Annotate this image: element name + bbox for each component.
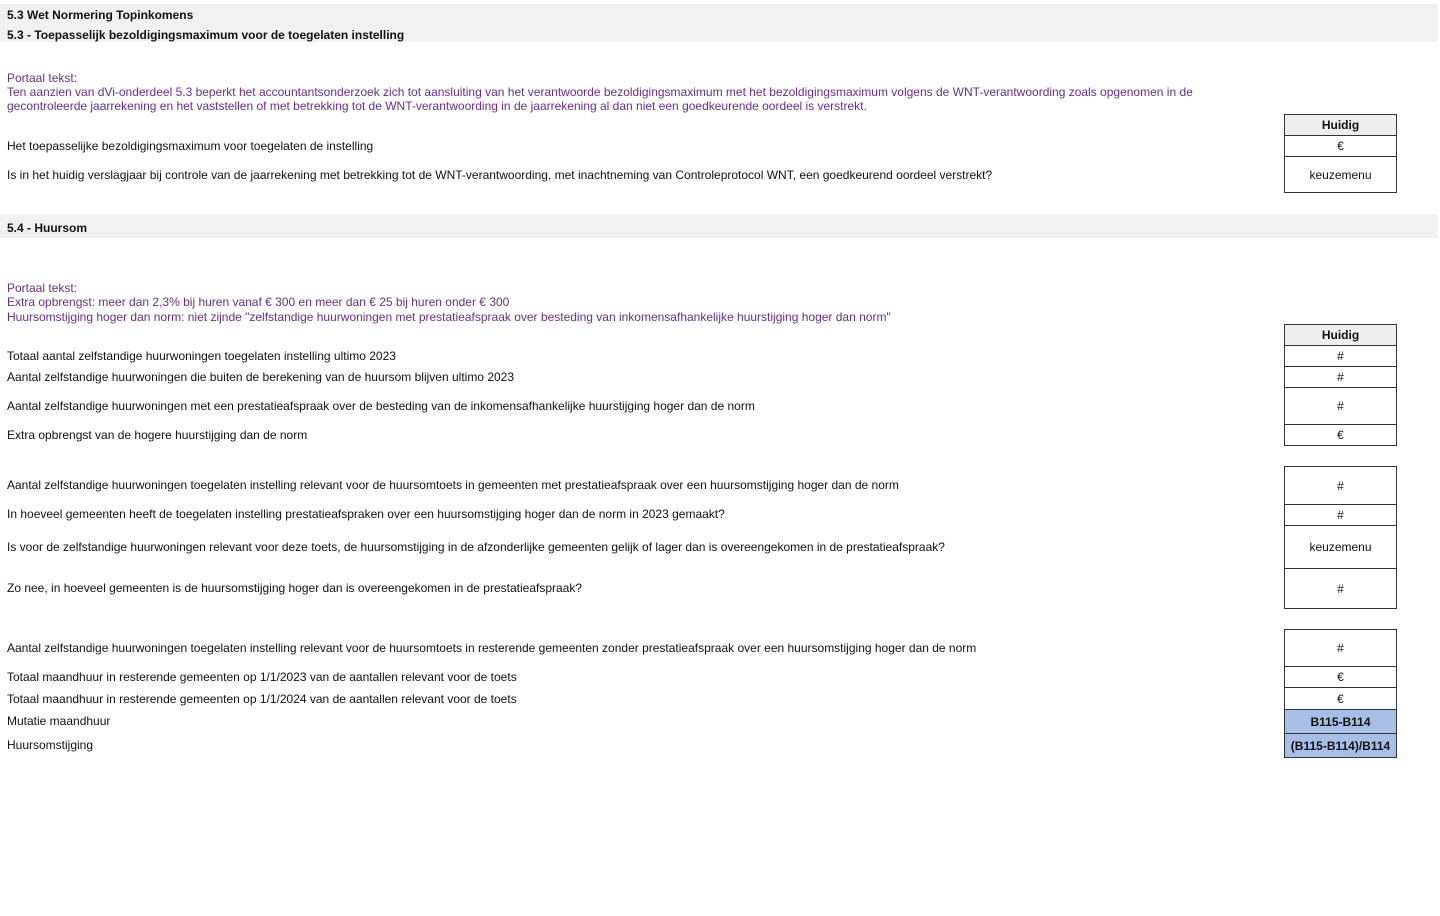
section-54-row-label: Is voor de zelfstandige huurwoningen relevant voor deze toets, de huursomstijging in de afzonderlijke gemeenten gelijk of lager dan is overeengekomen in de prestatieafspraak?: [7, 540, 945, 554]
section-53-row-dropdown[interactable]: keuzemenu: [1284, 156, 1397, 193]
section-54-row-value-input[interactable]: €: [1284, 666, 1397, 688]
section-53-row-label: Het toepasselijke bezoldigingsmaximum voor toegelaten de instelling: [7, 139, 374, 153]
section-54-row-value-input[interactable]: #: [1284, 345, 1397, 367]
section-53-title: 5.3 Wet Normering Topinkomens: [7, 8, 194, 22]
section-54-row-dropdown[interactable]: keuzemenu: [1284, 525, 1397, 569]
section-54-formula-cell: (B115-B114)/B114: [1284, 733, 1397, 758]
section-54-row-value-input[interactable]: #: [1284, 466, 1397, 505]
section-53-portal-label: Portaal tekst:: [7, 71, 78, 85]
section-54-row-label: In hoeveel gemeenten heeft de toegelaten instelling prestatieafspraken over een huursomstijging hoger dan de norm in 2023 gemaakt?: [7, 507, 725, 521]
section-54-row-label: Extra opbrengst van de hogere huurstijging dan de norm: [7, 428, 308, 442]
section-54-row-label: Zo nee, in hoeveel gemeenten is de huursomstijging hoger dan is overeengekomen in de prestatieafspraak?: [7, 581, 583, 595]
section-54-row-label: Aantal zelfstandige huurwoningen toegelaten instelling relevant voor de huursomtoets in gemeenten met prestatieafspraak over een huursomstijging hoger dan de norm: [7, 478, 899, 492]
section-54-row-label: Aantal zelfstandige huurwoningen toegelaten instelling relevant voor de huursomtoets in resterende gemeenten zonder prestatieafspraak over een huursomstijging hoger dan de norm: [7, 641, 977, 655]
section-54-row-value-input[interactable]: #: [1284, 366, 1397, 388]
section-54-row-label: Huursomstijging: [7, 738, 94, 752]
section-54-row-value-input[interactable]: €: [1284, 687, 1397, 710]
section-54-formula-cell: B115-B114: [1284, 709, 1397, 734]
section-54-row-value-input[interactable]: #: [1284, 568, 1397, 609]
section-54-row-label: Mutatie maandhuur: [7, 714, 111, 728]
section-54-row-label: Totaal aantal zelfstandige huurwoningen toegelaten instelling ultimo 2023: [7, 349, 396, 363]
section-53-column-header: Huidig: [1284, 114, 1397, 136]
section-53-row-label: Is in het huidig verslagjaar bij controle van de jaarrekening met betrekking tot de WNT-verantwoording, met inachtneming van Controleprotocol WNT, een goedkeurend oordeel verstrekt?: [7, 168, 993, 182]
section-54-portal-line2: Huursomstijging hoger dan norm: niet zijnde "zelfstandige huurwoningen met prestatieafspraak over besteding van inkomensafhankelijke huurstijging hoger dan norm": [7, 310, 891, 324]
section-53-row-value-input[interactable]: €: [1284, 135, 1397, 157]
section-54-row-label: Totaal maandhuur in resterende gemeenten op 1/1/2023 van de aantallen relevant voor de toets: [7, 670, 517, 684]
section-54-portal-line1: Extra opbrengst: meer dan 2,3% bij huren vanaf € 300 en meer dan € 25 bij huren onder € 300: [7, 295, 510, 309]
section-54-title: 5.4 - Huursom: [7, 221, 88, 235]
section-54-row-value-input[interactable]: #: [1284, 629, 1397, 667]
section-53-subtitle: 5.3 - Toepasselijk bezoldigingsmaximum voor de toegelaten instelling: [7, 28, 405, 42]
section-54-row-label: Totaal maandhuur in resterende gemeenten op 1/1/2024 van de aantallen relevant voor de toets: [7, 692, 517, 706]
section-54-row-value-input[interactable]: €: [1284, 424, 1397, 446]
section-54-row-value-input[interactable]: #: [1284, 387, 1397, 425]
section-53-portal-line1: Ten aanzien van dVi-onderdeel 5.3 beperkt het accountantsonderzoek zich tot aansluiting van het verantwoorde bezoldigingsmaximum met het bezoldigingsmaximum volgens de WNT-verantwoording zoals opgenomen in de: [7, 85, 1193, 99]
section-54-band: [0, 214, 1438, 238]
section-53-portal-line2: gecontroleerde jaarrekening en het vaststellen of met betrekking tot de WNT-verantwoording in de jaarrekening al dan niet een goedkeurende oordeel is verstrekt.: [7, 99, 867, 113]
section-54-row-label: Aantal zelfstandige huurwoningen die buiten de berekening van de huursom blijven ultimo 2023: [7, 370, 515, 384]
section-54-portal-label: Portaal tekst:: [7, 281, 78, 295]
section-54-row-value-input[interactable]: #: [1284, 504, 1397, 526]
section-54-row-label: Aantal zelfstandige huurwoningen met een prestatieafspraak over de besteding van de inkomensafhankelijke huurstijging hoger dan de norm: [7, 399, 755, 413]
section-54-column-header: Huidig: [1284, 324, 1397, 346]
